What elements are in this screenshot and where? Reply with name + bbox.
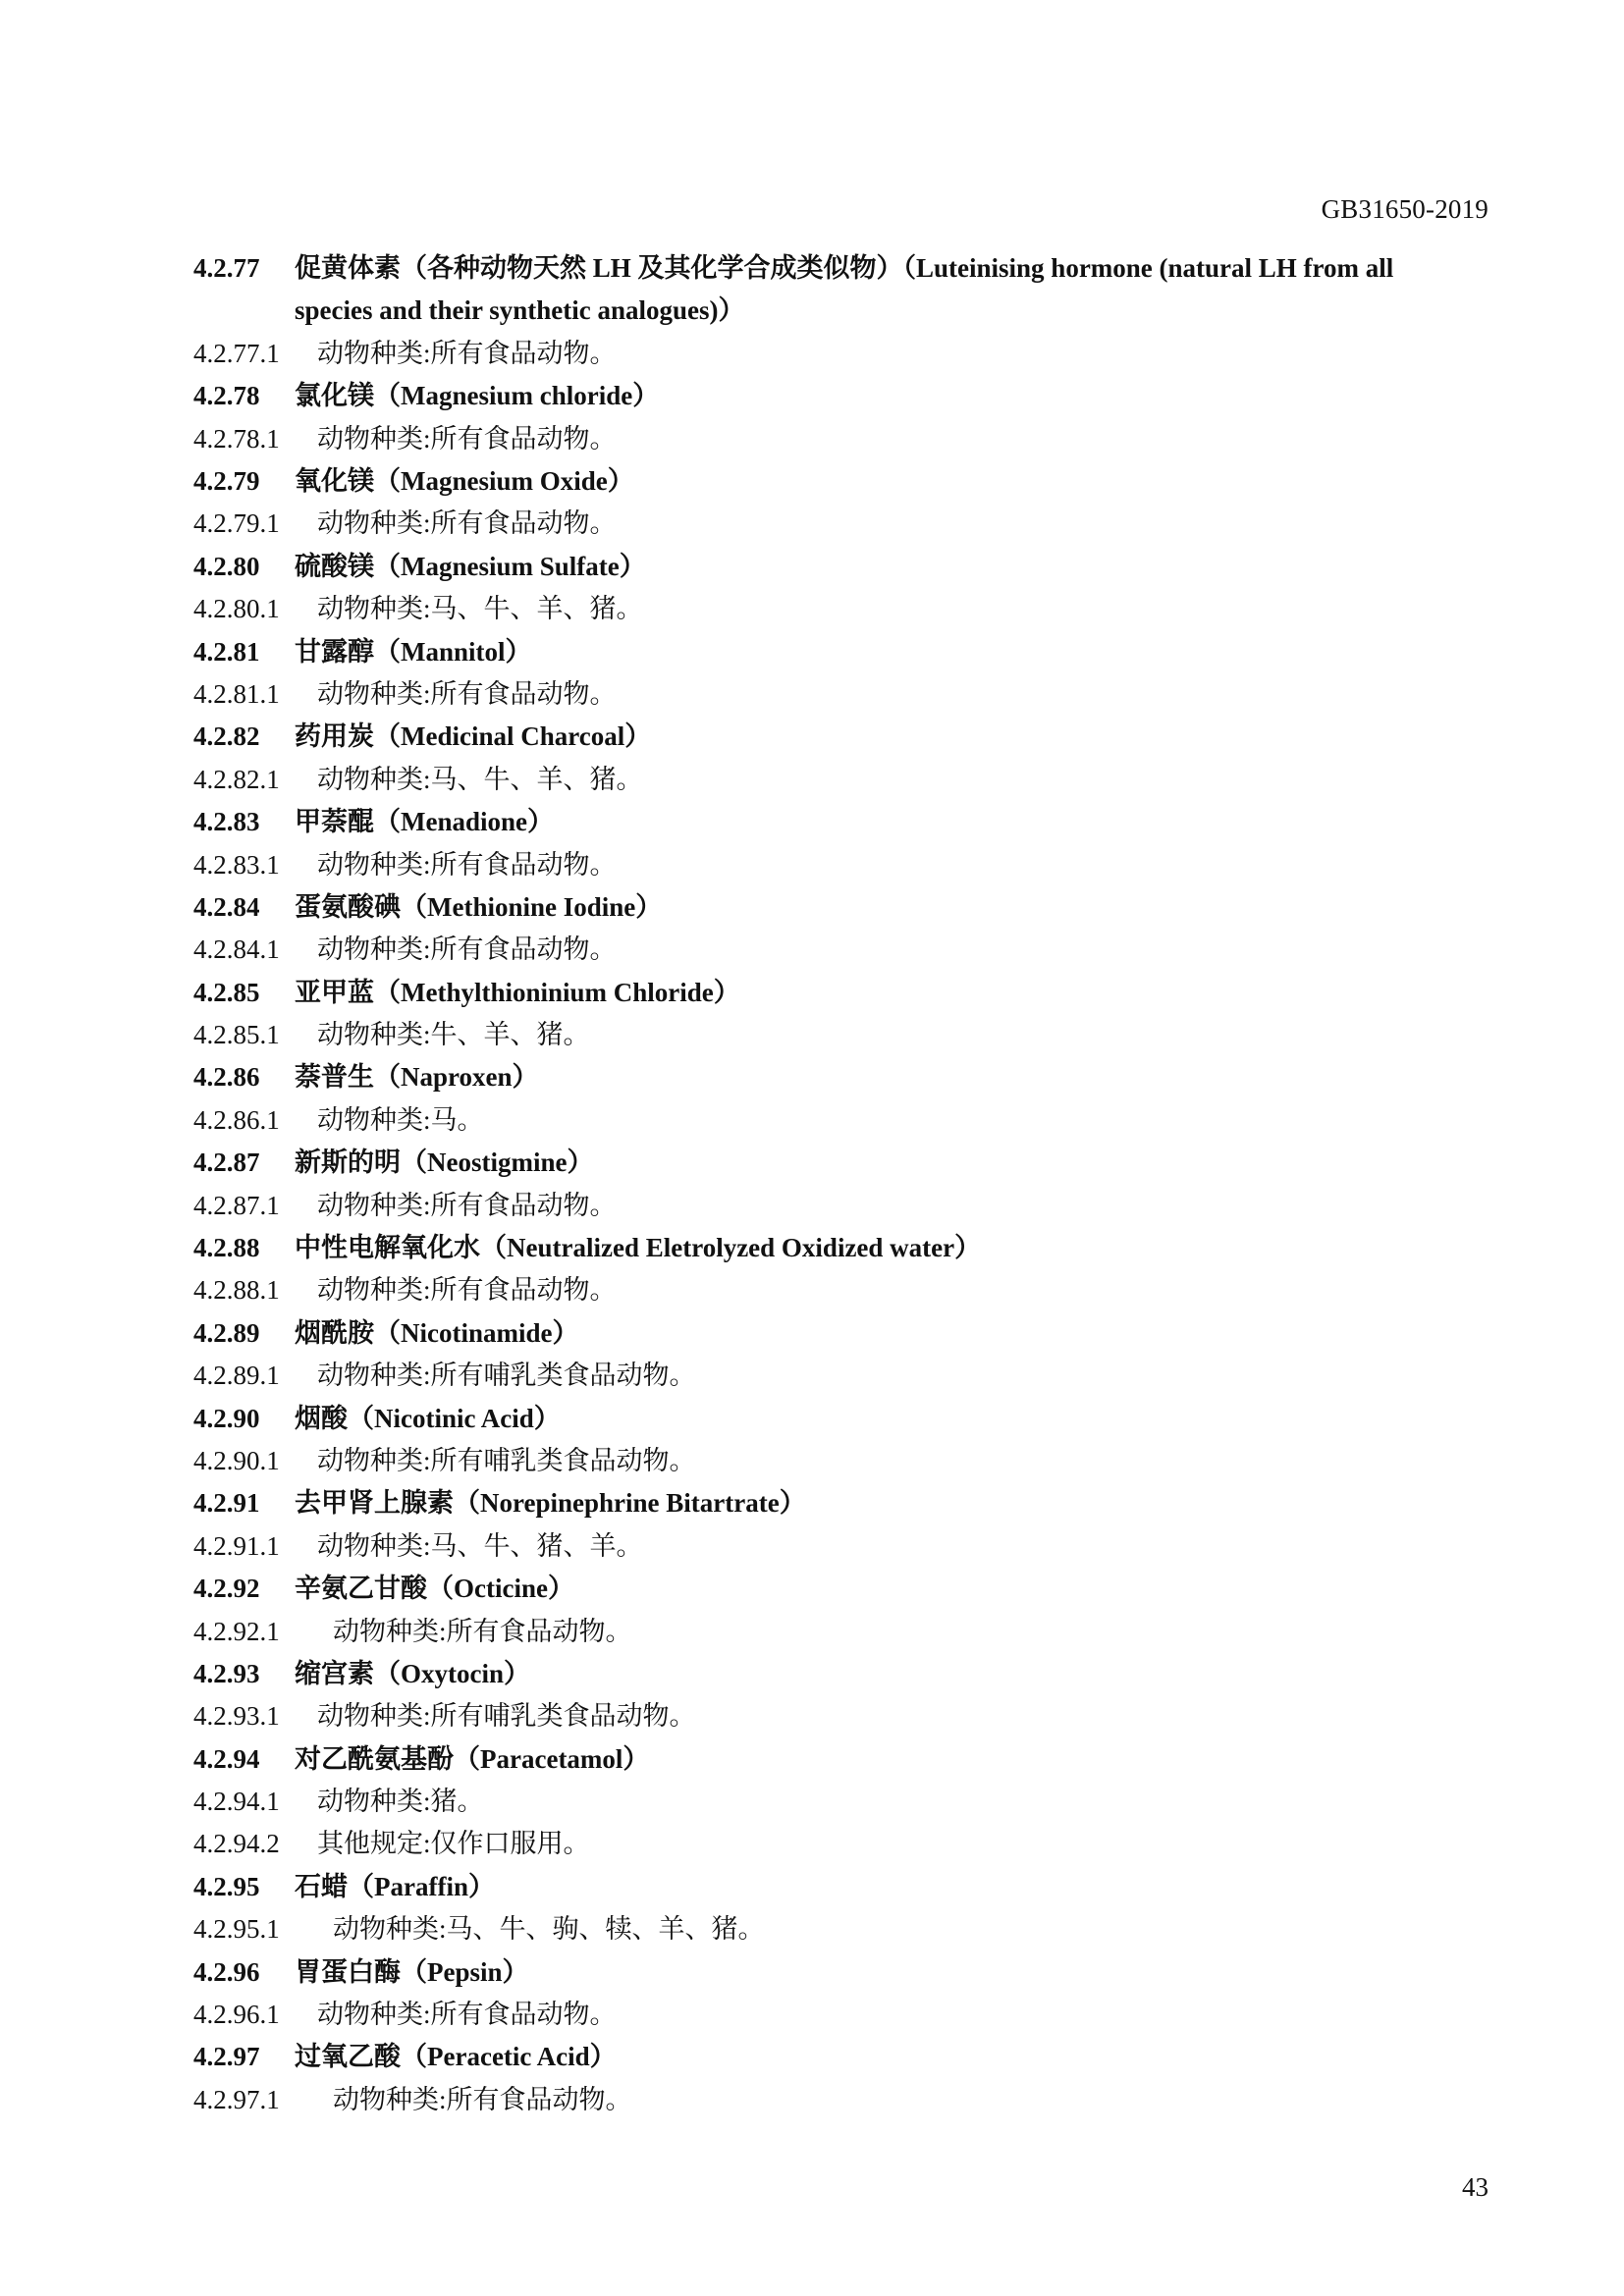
section-number: 4.2.90 bbox=[193, 1403, 260, 1433]
subsection-line bbox=[193, 1695, 1489, 1737]
subsection-line bbox=[193, 1440, 1489, 1482]
subsection-line bbox=[193, 588, 1489, 630]
subsection-line bbox=[193, 1355, 1489, 1397]
section-title: 中性电解氧化水（Neutralized Eletrolyzed Oxidized water） bbox=[295, 1233, 982, 1263]
subsection-number: 4.2.80.1 bbox=[193, 594, 280, 624]
subsection-number: 4.2.86.1 bbox=[193, 1104, 280, 1135]
section-number: 4.2.95 bbox=[193, 1871, 260, 1901]
section-number: 4.2.88 bbox=[193, 1233, 260, 1263]
section-title: 氯化镁（Magnesium chloride） bbox=[295, 381, 660, 411]
section-title: 对乙酰氨基酚（Paracetamol） bbox=[295, 1743, 650, 1774]
subsection-number: 4.2.77.1 bbox=[193, 338, 280, 368]
subsection-number: 4.2.85.1 bbox=[193, 1020, 280, 1050]
subsection-number: 4.2.97.1 bbox=[193, 2084, 280, 2114]
section-heading bbox=[193, 1951, 1489, 1994]
section-title: 石蜡（Paraffin） bbox=[295, 1871, 495, 1901]
section-heading bbox=[193, 716, 1489, 758]
section-heading bbox=[193, 631, 1489, 673]
section-number: 4.2.84 bbox=[193, 891, 260, 922]
subsection-line bbox=[193, 1781, 1489, 1823]
section-heading bbox=[193, 1653, 1489, 1695]
subsection-text: 动物种类:所有食品动物。 bbox=[317, 849, 617, 880]
subsection-number: 4.2.91.1 bbox=[193, 1530, 280, 1561]
subsection-line bbox=[193, 1269, 1489, 1311]
subsection-text: 动物种类:所有哺乳类食品动物。 bbox=[317, 1701, 696, 1732]
section-title: 甲萘醌（Menadione） bbox=[295, 807, 555, 837]
subsection-number: 4.2.87.1 bbox=[193, 1190, 280, 1220]
subsection-text: 动物种类:牛、羊、猪。 bbox=[317, 1020, 590, 1050]
section-number: 4.2.77 bbox=[193, 253, 260, 283]
subsection-line bbox=[193, 929, 1489, 971]
section-title: 过氧乙酸（Peracetic Acid） bbox=[295, 2042, 617, 2072]
section-title: 促黄体素（各种动物天然 LH 及其化学合成类似物）（Luteinising hormone (natural LH from all species and their synthetic analogues)） bbox=[295, 253, 1394, 326]
section-heading bbox=[193, 1866, 1489, 1908]
section-title: 亚甲蓝（Methylthioninium Chloride） bbox=[295, 977, 740, 1007]
section-number: 4.2.94 bbox=[193, 1743, 260, 1774]
subsection-text: 动物种类:猪。 bbox=[317, 1787, 484, 1817]
section-title: 去甲肾上腺素（Norepinephrine Bitartrate） bbox=[295, 1488, 806, 1519]
subsection-number: 4.2.81.1 bbox=[193, 678, 280, 709]
subsection-number: 4.2.94.1 bbox=[193, 1787, 280, 1817]
subsection-line bbox=[193, 844, 1489, 886]
subsection-number: 4.2.79.1 bbox=[193, 508, 280, 539]
section-heading bbox=[193, 1398, 1489, 1440]
section-title: 胃蛋白酶（Pepsin） bbox=[295, 1956, 529, 1987]
subsection-number: 4.2.78.1 bbox=[193, 423, 280, 454]
section-heading bbox=[193, 1568, 1489, 1610]
section-title: 甘露醇（Mannitol） bbox=[295, 636, 532, 667]
section-number: 4.2.93 bbox=[193, 1658, 260, 1688]
section-number: 4.2.91 bbox=[193, 1488, 260, 1519]
subsection-text: 动物种类:所有食品动物。 bbox=[317, 2000, 617, 2030]
subsection-text: 动物种类:马、牛、猪、羊。 bbox=[317, 1530, 643, 1561]
subsection-line bbox=[193, 333, 1489, 375]
subsection-line bbox=[193, 503, 1489, 545]
subsection-number: 4.2.84.1 bbox=[193, 934, 280, 965]
subsection-number: 4.2.82.1 bbox=[193, 764, 280, 794]
subsection-line bbox=[193, 2079, 1489, 2121]
subsection-number: 4.2.93.1 bbox=[193, 1701, 280, 1732]
subsection-text: 动物种类:所有食品动物。 bbox=[333, 1616, 632, 1646]
section-title: 氧化镁（Magnesium Oxide） bbox=[295, 465, 634, 496]
subsection-line bbox=[193, 1099, 1489, 1142]
section-number: 4.2.78 bbox=[193, 381, 260, 411]
subsection-text: 动物种类:所有食品动物。 bbox=[317, 508, 617, 539]
subsection-line bbox=[193, 1185, 1489, 1227]
subsection-text: 动物种类:所有食品动物。 bbox=[317, 934, 617, 965]
subsection-number: 4.2.92.1 bbox=[193, 1616, 280, 1646]
section-number: 4.2.80 bbox=[193, 551, 260, 581]
document-body bbox=[193, 247, 1489, 2121]
subsection-text: 动物种类:所有食品动物。 bbox=[317, 338, 617, 368]
subsection-line bbox=[193, 1525, 1489, 1568]
section-number: 4.2.79 bbox=[193, 465, 260, 496]
section-title: 萘普生（Naproxen） bbox=[295, 1062, 539, 1093]
section-heading bbox=[193, 546, 1489, 588]
subsection-line bbox=[193, 1014, 1489, 1056]
subsection-number: 4.2.95.1 bbox=[193, 1914, 280, 1945]
section-number: 4.2.87 bbox=[193, 1148, 260, 1178]
subsection-line bbox=[193, 1908, 1489, 1950]
subsection-text: 动物种类:所有食品动物。 bbox=[317, 1275, 617, 1306]
subsection-line bbox=[193, 418, 1489, 460]
section-heading bbox=[193, 1482, 1489, 1524]
section-heading bbox=[193, 460, 1489, 503]
section-title: 蛋氨酸碘（Methionine Iodine） bbox=[295, 891, 663, 922]
subsection-line bbox=[193, 1994, 1489, 2036]
subsection-text: 动物种类:马。 bbox=[317, 1104, 484, 1135]
section-number: 4.2.86 bbox=[193, 1062, 260, 1093]
section-title: 缩宫素（Oxytocin） bbox=[295, 1658, 530, 1688]
subsection-text: 其他规定:仅作口服用。 bbox=[317, 1829, 590, 1859]
section-number: 4.2.89 bbox=[193, 1317, 260, 1348]
section-heading bbox=[193, 801, 1489, 843]
section-number: 4.2.96 bbox=[193, 1956, 260, 1987]
subsection-text: 动物种类:马、牛、驹、犊、羊、猪。 bbox=[333, 1914, 765, 1945]
section-number: 4.2.81 bbox=[193, 636, 260, 667]
section-heading bbox=[193, 972, 1489, 1014]
subsection-text: 动物种类:所有哺乳类食品动物。 bbox=[317, 1361, 696, 1391]
subsection-number: 4.2.83.1 bbox=[193, 849, 280, 880]
section-title: 硫酸镁（Magnesium Sulfate） bbox=[295, 551, 646, 581]
section-heading bbox=[193, 2036, 1489, 2078]
section-title: 新斯的明（Neostigmine） bbox=[295, 1148, 594, 1178]
subsection-line bbox=[193, 1611, 1489, 1653]
section-heading bbox=[193, 1738, 1489, 1781]
section-heading bbox=[193, 1142, 1489, 1184]
subsection-number: 4.2.90.1 bbox=[193, 1445, 280, 1475]
subsection-number: 4.2.96.1 bbox=[193, 2000, 280, 2030]
section-heading bbox=[193, 375, 1489, 417]
subsection-text: 动物种类:所有哺乳类食品动物。 bbox=[317, 1445, 696, 1475]
section-title: 药用炭（Medicinal Charcoal） bbox=[295, 721, 652, 752]
subsection-text: 动物种类:马、牛、羊、猪。 bbox=[317, 764, 643, 794]
section-title: 烟酸（Nicotinic Acid） bbox=[295, 1403, 561, 1433]
subsection-text: 动物种类:所有食品动物。 bbox=[317, 1190, 617, 1220]
section-number: 4.2.92 bbox=[193, 1574, 260, 1604]
section-heading bbox=[193, 1312, 1489, 1355]
section-heading bbox=[193, 247, 1489, 333]
subsection-line bbox=[193, 673, 1489, 716]
subsection-line bbox=[193, 759, 1489, 801]
subsection-line bbox=[193, 1823, 1489, 1865]
section-number: 4.2.85 bbox=[193, 977, 260, 1007]
section-number: 4.2.82 bbox=[193, 721, 260, 752]
subsection-number: 4.2.88.1 bbox=[193, 1275, 280, 1306]
page-number: 43 bbox=[1462, 2172, 1489, 2202]
section-number: 4.2.83 bbox=[193, 807, 260, 837]
subsection-number: 4.2.89.1 bbox=[193, 1361, 280, 1391]
subsection-text: 动物种类:所有食品动物。 bbox=[317, 678, 617, 709]
section-title: 烟酰胺（Nicotinamide） bbox=[295, 1317, 579, 1348]
subsection-text: 动物种类:所有食品动物。 bbox=[317, 423, 617, 454]
section-heading bbox=[193, 1056, 1489, 1098]
section-heading bbox=[193, 1227, 1489, 1269]
section-number: 4.2.97 bbox=[193, 2042, 260, 2072]
section-title: 辛氨乙甘酸（Octicine） bbox=[295, 1574, 574, 1604]
subsection-text: 动物种类:所有食品动物。 bbox=[333, 2084, 632, 2114]
standard-code: GB31650-2019 bbox=[1321, 194, 1489, 224]
subsection-number: 4.2.94.2 bbox=[193, 1829, 280, 1859]
subsection-text: 动物种类:马、牛、羊、猪。 bbox=[317, 594, 643, 624]
section-heading bbox=[193, 886, 1489, 929]
